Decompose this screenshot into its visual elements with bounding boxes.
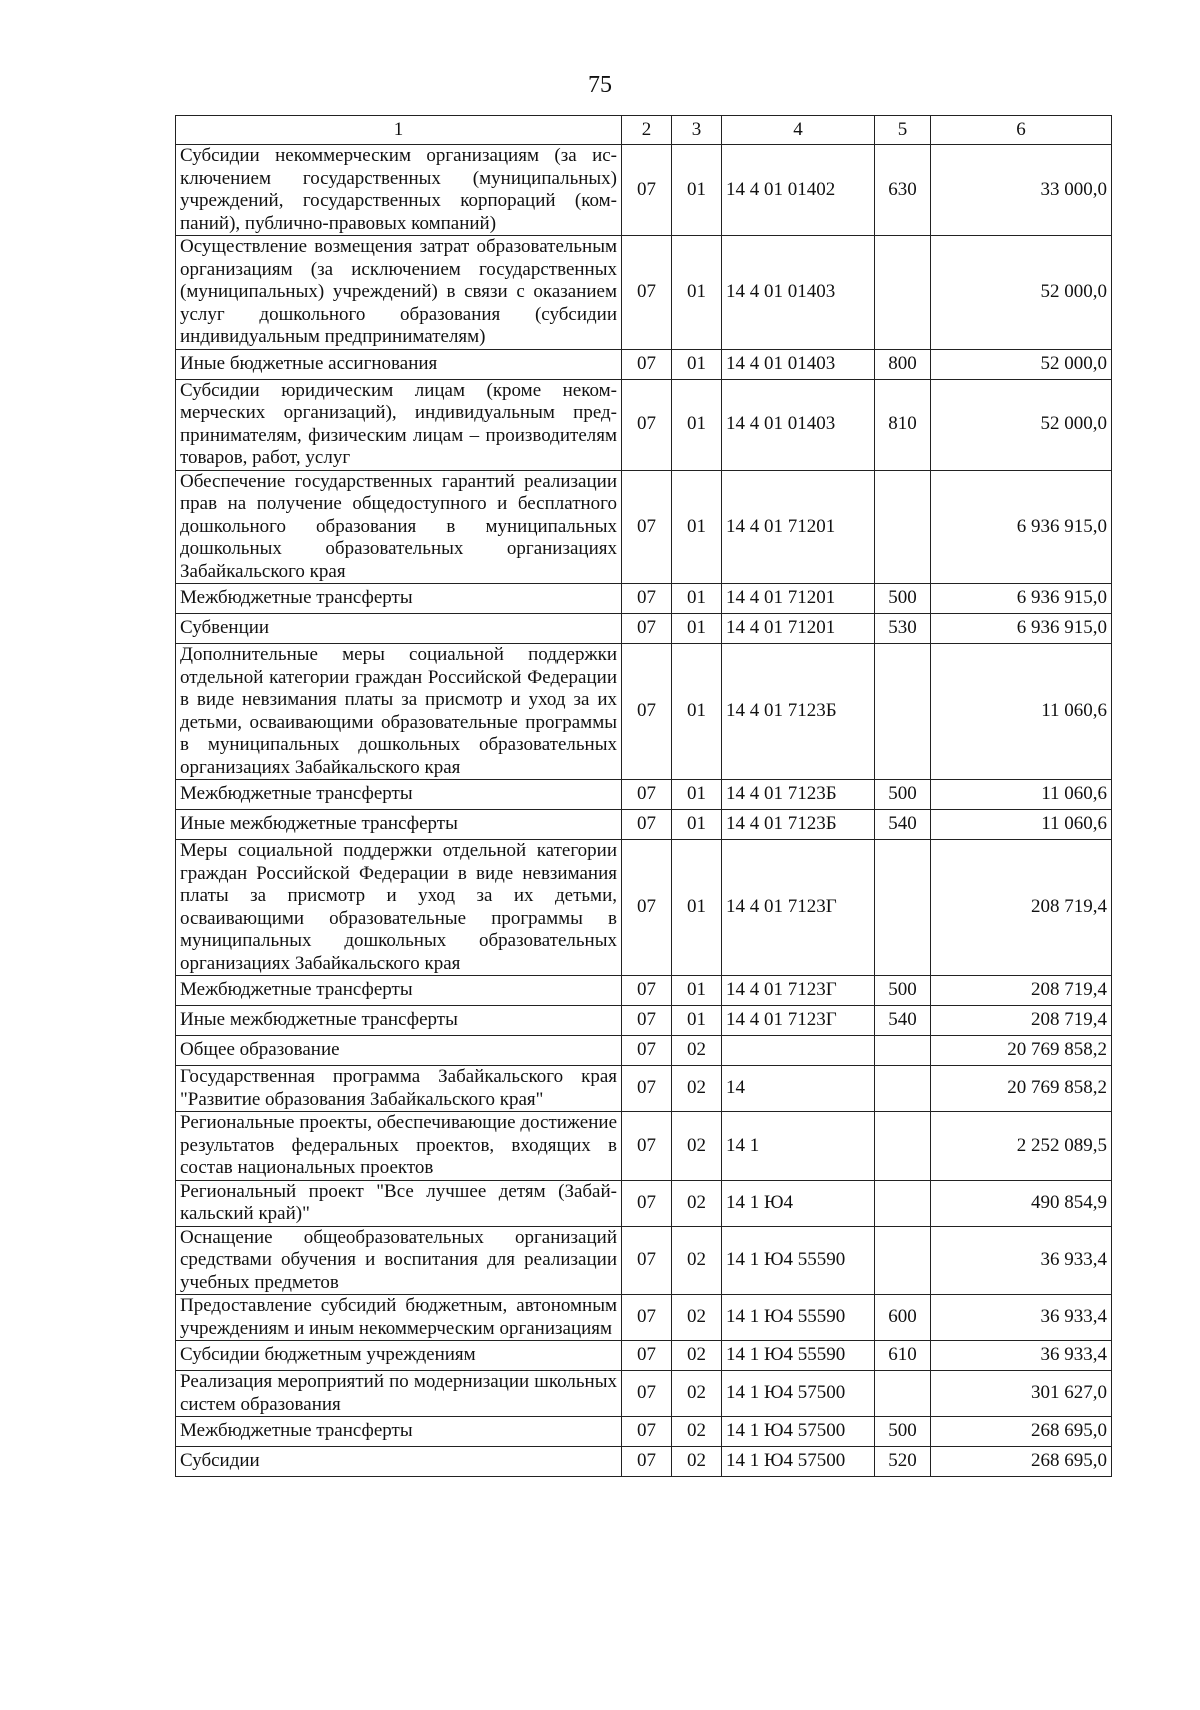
table-row <box>176 1226 1112 1295</box>
column-header: 6 <box>931 116 1112 145</box>
section-code-cell: 07 <box>622 1371 672 1417</box>
subsection-code-cell: 01 <box>672 1006 722 1036</box>
table-row <box>176 236 1112 350</box>
section-code-cell: 07 <box>622 1226 672 1295</box>
row-name-cell: Общее образование <box>176 1036 622 1066</box>
page-number: 75 <box>588 72 612 98</box>
target-article-cell: 14 4 01 7123Б <box>722 644 875 780</box>
amount-cell: 208 719,4 <box>931 1006 1112 1036</box>
target-article-cell: 14 1 Ю4 55590 <box>722 1295 875 1341</box>
amount-cell: 36 933,4 <box>931 1226 1112 1295</box>
expense-type-cell: 500 <box>875 584 931 614</box>
amount-cell: 11 060,6 <box>931 644 1112 780</box>
amount-cell: 20 769 858,2 <box>931 1066 1112 1112</box>
expense-type-cell: 500 <box>875 780 931 810</box>
row-name-cell: Обеспечение государственных гарантий реализации прав на получение общедоступного и бесплатного дошкольного образования в муниципальных дошкольных образовательных организациях Забайкальского края <box>176 470 622 584</box>
expense-type-cell <box>875 1066 931 1112</box>
row-name-cell: Межбюджетные трансферты <box>176 780 622 810</box>
row-name-cell: Осуществление возмещения затрат образовательным организациям (за исключением государственных (муниципальных) учреждений) в связи с оказанием услуг дошкольного образования (субсидии индивидуальным предпринимателям) <box>176 236 622 350</box>
column-header: 2 <box>622 116 672 145</box>
row-name-cell: Региональные проекты, обеспечивающие достижение результатов федеральных проектов, входящих в состав национальных проектов <box>176 1112 622 1181</box>
table-row <box>176 1112 1112 1181</box>
expense-type-cell: 540 <box>875 810 931 840</box>
table-row <box>176 780 1112 810</box>
subsection-code-cell: 01 <box>672 780 722 810</box>
row-name-cell: Межбюджетные трансферты <box>176 584 622 614</box>
subsection-code-cell: 02 <box>672 1180 722 1226</box>
expense-type-cell: 500 <box>875 1417 931 1447</box>
subsection-code-cell: 01 <box>672 614 722 644</box>
target-article-cell: 14 4 01 71201 <box>722 584 875 614</box>
table-row <box>176 976 1112 1006</box>
section-code-cell: 07 <box>622 470 672 584</box>
subsection-code-cell: 02 <box>672 1226 722 1295</box>
subsection-code-cell: 02 <box>672 1417 722 1447</box>
section-code-cell: 07 <box>622 379 672 470</box>
row-name-cell: Межбюджетные трансферты <box>176 976 622 1006</box>
subsection-code-cell: 02 <box>672 1341 722 1371</box>
expense-type-cell <box>875 1036 931 1066</box>
subsection-code-cell: 02 <box>672 1447 722 1477</box>
row-name-cell: Оснащение общеобразовательных организаций средствами обучения и воспитания для реализации учебных предметов <box>176 1226 622 1295</box>
subsection-code-cell: 02 <box>672 1066 722 1112</box>
table-row <box>176 810 1112 840</box>
target-article-cell <box>722 1036 875 1066</box>
subsection-code-cell: 02 <box>672 1371 722 1417</box>
section-code-cell: 07 <box>622 145 672 236</box>
section-code-cell: 07 <box>622 1180 672 1226</box>
amount-cell: 208 719,4 <box>931 976 1112 1006</box>
section-code-cell: 07 <box>622 644 672 780</box>
amount-cell: 33 000,0 <box>931 145 1112 236</box>
amount-cell: 301 627,0 <box>931 1371 1112 1417</box>
table-row <box>176 1036 1112 1066</box>
expense-type-cell: 610 <box>875 1341 931 1371</box>
table-row <box>176 1447 1112 1477</box>
table-row <box>176 644 1112 780</box>
target-article-cell: 14 4 01 01403 <box>722 379 875 470</box>
subsection-code-cell: 02 <box>672 1112 722 1181</box>
row-name-cell: Межбюджетные трансферты <box>176 1417 622 1447</box>
amount-cell: 6 936 915,0 <box>931 584 1112 614</box>
table-row <box>176 145 1112 236</box>
target-article-cell: 14 <box>722 1066 875 1112</box>
table-row <box>176 1180 1112 1226</box>
target-article-cell: 14 1 Ю4 57500 <box>722 1417 875 1447</box>
expense-type-cell: 810 <box>875 379 931 470</box>
section-code-cell: 07 <box>622 236 672 350</box>
expense-type-cell: 520 <box>875 1447 931 1477</box>
expense-type-cell <box>875 840 931 976</box>
row-name-cell: Иные межбюджетные трансферты <box>176 810 622 840</box>
section-code-cell: 07 <box>622 1447 672 1477</box>
target-article-cell: 14 1 <box>722 1112 875 1181</box>
section-code-cell: 07 <box>622 1417 672 1447</box>
subsection-code-cell: 01 <box>672 840 722 976</box>
section-code-cell: 07 <box>622 1295 672 1341</box>
column-header: 4 <box>722 116 875 145</box>
amount-cell: 268 695,0 <box>931 1447 1112 1477</box>
expense-type-cell <box>875 1112 931 1181</box>
row-name-cell: Дополнительные меры социальной поддержки отдельной категории граждан Российской Федерации в виде невзимания платы за присмотр и уход за их детьми, осваивающими образовательные программы в муниципальных дошкольных образовательных организациях Забайкальского края <box>176 644 622 780</box>
target-article-cell: 14 1 Ю4 55590 <box>722 1226 875 1295</box>
amount-cell: 20 769 858,2 <box>931 1036 1112 1066</box>
table-row <box>176 349 1112 379</box>
section-code-cell: 07 <box>622 584 672 614</box>
row-name-cell: Субсидии юридическим лицам (кроме некоммерческих организаций), индивидуальным предпринимателям, физическим лицам – производителям товаров, работ, услуг <box>176 379 622 470</box>
expense-type-cell <box>875 1371 931 1417</box>
amount-cell: 268 695,0 <box>931 1417 1112 1447</box>
target-article-cell: 14 4 01 01402 <box>722 145 875 236</box>
subsection-code-cell: 01 <box>672 236 722 350</box>
amount-cell: 490 854,9 <box>931 1180 1112 1226</box>
amount-cell: 52 000,0 <box>931 379 1112 470</box>
table-row <box>176 1066 1112 1112</box>
section-code-cell: 07 <box>622 349 672 379</box>
expense-type-cell: 600 <box>875 1295 931 1341</box>
expense-type-cell: 540 <box>875 1006 931 1036</box>
subsection-code-cell: 01 <box>672 470 722 584</box>
amount-cell: 36 933,4 <box>931 1341 1112 1371</box>
expense-type-cell <box>875 470 931 584</box>
table-row <box>176 379 1112 470</box>
expense-type-cell <box>875 236 931 350</box>
target-article-cell: 14 1 Ю4 57500 <box>722 1447 875 1477</box>
table-row <box>176 614 1112 644</box>
row-name-cell: Меры социальной поддержки отдельной категории граждан Российской Федерации в виде невзимания платы за присмотр и уход за их детьми, осваивающими образовательные программы в муниципальных дошкольных образовательных организациях Забайкальского края <box>176 840 622 976</box>
section-code-cell: 07 <box>622 1112 672 1181</box>
table-row <box>176 1341 1112 1371</box>
table-row <box>176 470 1112 584</box>
table-row <box>176 1371 1112 1417</box>
row-name-cell: Иные межбюджетные трансферты <box>176 1006 622 1036</box>
target-article-cell: 14 1 Ю4 55590 <box>722 1341 875 1371</box>
amount-cell: 6 936 915,0 <box>931 470 1112 584</box>
subsection-code-cell: 01 <box>672 379 722 470</box>
section-code-cell: 07 <box>622 840 672 976</box>
target-article-cell: 14 4 01 7123Б <box>722 780 875 810</box>
amount-cell: 208 719,4 <box>931 840 1112 976</box>
target-article-cell: 14 4 01 7123Г <box>722 840 875 976</box>
row-name-cell: Субсидии бюджетным учреждениям <box>176 1341 622 1371</box>
subsection-code-cell: 01 <box>672 810 722 840</box>
target-article-cell: 14 4 01 01403 <box>722 236 875 350</box>
subsection-code-cell: 01 <box>672 349 722 379</box>
section-code-cell: 07 <box>622 780 672 810</box>
table-row <box>176 584 1112 614</box>
expense-type-cell <box>875 644 931 780</box>
amount-cell: 11 060,6 <box>931 780 1112 810</box>
row-name-cell: Субсидии некоммерческим организациям (за исключением государственных (муниципальных) учреждений, государственных корпораций (компаний), публично-правовых компаний) <box>176 145 622 236</box>
table-row <box>176 840 1112 976</box>
row-name-cell: Региональный проект "Все лучшее детям (Забайкальский край)" <box>176 1180 622 1226</box>
row-name-cell: Субвенции <box>176 614 622 644</box>
column-header: 1 <box>176 116 622 145</box>
budget-table <box>175 115 1112 1477</box>
target-article-cell: 14 4 01 7123Г <box>722 976 875 1006</box>
target-article-cell: 14 4 01 7123Г <box>722 1006 875 1036</box>
expense-type-cell: 630 <box>875 145 931 236</box>
row-name-cell: Предоставление субсидий бюджетным, автономным учреждениям и иным некоммерческим организациям <box>176 1295 622 1341</box>
amount-cell: 6 936 915,0 <box>931 614 1112 644</box>
table-row <box>176 1417 1112 1447</box>
column-header: 5 <box>875 116 931 145</box>
subsection-code-cell: 01 <box>672 145 722 236</box>
amount-cell: 2 252 089,5 <box>931 1112 1112 1181</box>
expense-type-cell: 800 <box>875 349 931 379</box>
table-body <box>176 145 1112 1477</box>
amount-cell: 11 060,6 <box>931 810 1112 840</box>
row-name-cell: Государственная программа Забайкальского края "Развитие образования Забайкальского края" <box>176 1066 622 1112</box>
row-name-cell: Реализация мероприятий по модернизации школьных систем образования <box>176 1371 622 1417</box>
expense-type-cell <box>875 1180 931 1226</box>
row-name-cell: Субсидии <box>176 1447 622 1477</box>
amount-cell: 52 000,0 <box>931 349 1112 379</box>
subsection-code-cell: 01 <box>672 644 722 780</box>
subsection-code-cell: 02 <box>672 1295 722 1341</box>
target-article-cell: 14 1 Ю4 <box>722 1180 875 1226</box>
target-article-cell: 14 4 01 71201 <box>722 470 875 584</box>
subsection-code-cell: 01 <box>672 976 722 1006</box>
subsection-code-cell: 02 <box>672 1036 722 1066</box>
target-article-cell: 14 4 01 71201 <box>722 614 875 644</box>
table-header-row <box>176 116 1112 145</box>
section-code-cell: 07 <box>622 1036 672 1066</box>
table-row <box>176 1006 1112 1036</box>
target-article-cell: 14 1 Ю4 57500 <box>722 1371 875 1417</box>
section-code-cell: 07 <box>622 1006 672 1036</box>
table-row <box>176 1295 1112 1341</box>
expense-type-cell: 530 <box>875 614 931 644</box>
section-code-cell: 07 <box>622 976 672 1006</box>
expense-type-cell: 500 <box>875 976 931 1006</box>
amount-cell: 36 933,4 <box>931 1295 1112 1341</box>
target-article-cell: 14 4 01 7123Б <box>722 810 875 840</box>
column-header: 3 <box>672 116 722 145</box>
section-code-cell: 07 <box>622 1341 672 1371</box>
row-name-cell: Иные бюджетные ассигнования <box>176 349 622 379</box>
expense-type-cell <box>875 1226 931 1295</box>
section-code-cell: 07 <box>622 614 672 644</box>
target-article-cell: 14 4 01 01403 <box>722 349 875 379</box>
section-code-cell: 07 <box>622 810 672 840</box>
section-code-cell: 07 <box>622 1066 672 1112</box>
subsection-code-cell: 01 <box>672 584 722 614</box>
amount-cell: 52 000,0 <box>931 236 1112 350</box>
